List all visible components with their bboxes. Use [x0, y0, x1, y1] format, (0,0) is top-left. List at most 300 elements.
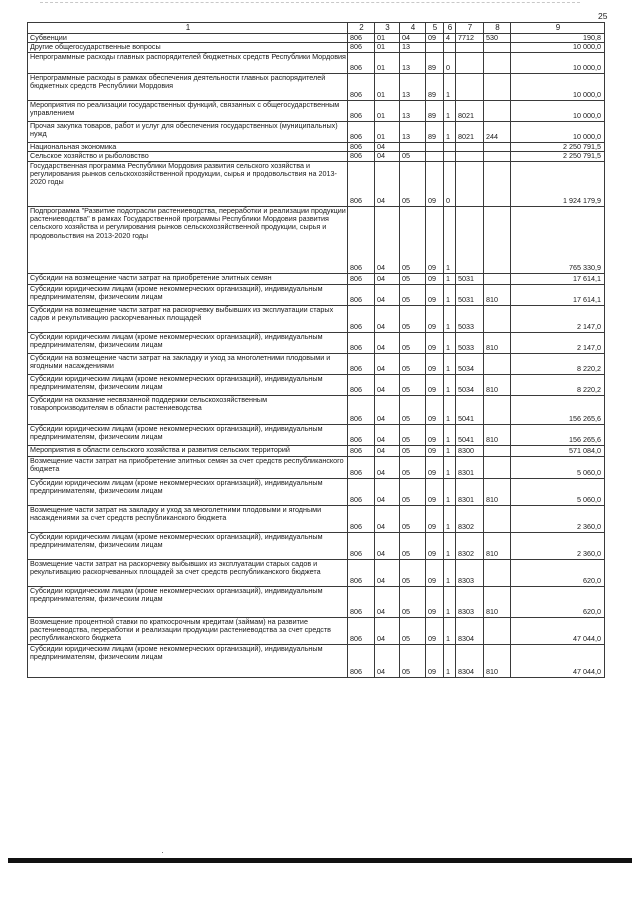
table-row [28, 34, 605, 43]
column-header: 6 [444, 23, 456, 34]
row-code-cell: 806 [348, 161, 375, 206]
row-code-cell [426, 43, 444, 52]
row-code-cell [426, 152, 444, 161]
row-code-cell: 05 [400, 445, 426, 456]
row-code-cell: 806 [348, 353, 375, 374]
row-code-cell: 5034 [456, 353, 484, 374]
row-code-cell [484, 559, 511, 586]
row-name-text: Субсидии юридическим лицам (кроме некоммерческих организаций), индивидуальным предпринимателям, физическим лицам [30, 332, 323, 350]
row-code-cell: 09 [426, 395, 444, 424]
row-code-cell: 04 [375, 161, 400, 206]
row-name-text: Субсидии юридическим лицам (кроме некоммерческих организаций), индивидуальным предпринимателям, физическим лицам [30, 424, 323, 442]
table-row [28, 43, 605, 52]
row-amount-cell: 156 265,6 [511, 424, 605, 445]
row-code-cell: 8304 [456, 617, 484, 644]
row-code-cell: 09 [426, 456, 444, 478]
row-code-cell: 09 [426, 161, 444, 206]
row-code-cell: 05 [400, 273, 426, 284]
row-code-cell: 05 [400, 284, 426, 305]
row-code-cell: 09 [426, 34, 444, 43]
row-code-cell: 4 [444, 34, 456, 43]
row-code-cell: 09 [426, 559, 444, 586]
row-code-cell [456, 52, 484, 73]
row-name-cell [28, 121, 348, 142]
row-amount-cell: 190,8 [511, 34, 605, 43]
row-code-cell [444, 152, 456, 161]
row-code-cell: 244 [484, 121, 511, 142]
row-code-cell: 806 [348, 284, 375, 305]
row-code-cell: 13 [400, 73, 426, 100]
table-row [28, 206, 605, 273]
row-amount-cell: 5 060,0 [511, 456, 605, 478]
row-name-cell [28, 332, 348, 353]
row-code-cell: 01 [375, 73, 400, 100]
row-code-cell: 1 [444, 100, 456, 121]
row-code-cell: 04 [375, 456, 400, 478]
row-code-cell: 0 [444, 52, 456, 73]
row-code-cell: 5033 [456, 305, 484, 332]
row-code-cell [484, 152, 511, 161]
row-code-cell: 09 [426, 445, 444, 456]
column-header: 5 [426, 23, 444, 34]
row-name-cell [28, 374, 348, 395]
table-row [28, 142, 605, 151]
row-code-cell: 806 [348, 644, 375, 677]
row-code-cell: 13 [400, 121, 426, 142]
row-amount-cell: 1 924 179,9 [511, 161, 605, 206]
row-code-cell: 8301 [456, 478, 484, 505]
row-code-cell: 806 [348, 52, 375, 73]
row-name-text: Государственная программа Республики Мордовия развития сельского хозяйства и регулирования рынков сельскохозяйственной продукции, сырья и продовольствия на 2013-2020 годы [30, 161, 337, 187]
row-code-cell: 810 [484, 532, 511, 559]
row-code-cell: 1 [444, 284, 456, 305]
row-code-cell: 1 [444, 395, 456, 424]
row-amount-cell: 571 084,0 [511, 445, 605, 456]
row-code-cell: 01 [375, 121, 400, 142]
row-code-cell: 09 [426, 586, 444, 617]
row-code-cell: 04 [375, 445, 400, 456]
row-code-cell: 89 [426, 52, 444, 73]
row-code-cell [456, 73, 484, 100]
table-row [28, 161, 605, 206]
row-code-cell: 04 [375, 152, 400, 161]
row-code-cell: 04 [375, 532, 400, 559]
row-code-cell: 806 [348, 332, 375, 353]
row-code-cell [484, 445, 511, 456]
row-code-cell [456, 43, 484, 52]
row-code-cell: 04 [400, 34, 426, 43]
row-code-cell: 09 [426, 424, 444, 445]
row-amount-cell: 47 044,0 [511, 617, 605, 644]
row-amount-cell: 10 000,0 [511, 52, 605, 73]
row-code-cell: 806 [348, 34, 375, 43]
table-row [28, 478, 605, 505]
row-name-cell [28, 478, 348, 505]
row-code-cell: 09 [426, 532, 444, 559]
table-row [28, 273, 605, 284]
row-code-cell [456, 161, 484, 206]
row-code-cell: 89 [426, 100, 444, 121]
row-name-cell [28, 43, 348, 52]
row-code-cell: 8302 [456, 532, 484, 559]
row-code-cell: 1 [444, 532, 456, 559]
row-code-cell: 04 [375, 395, 400, 424]
row-name-cell [28, 100, 348, 121]
row-name-cell [28, 559, 348, 586]
row-code-cell: 09 [426, 617, 444, 644]
row-code-cell: 5031 [456, 284, 484, 305]
row-name-cell [28, 586, 348, 617]
row-code-cell: 810 [484, 478, 511, 505]
row-code-cell [484, 617, 511, 644]
row-code-cell: 806 [348, 121, 375, 142]
row-code-cell: 806 [348, 505, 375, 532]
row-code-cell [444, 142, 456, 151]
column-header: 1 [28, 23, 348, 34]
row-code-cell: 1 [444, 456, 456, 478]
table-row [28, 395, 605, 424]
row-name-cell [28, 305, 348, 332]
row-code-cell: 806 [348, 424, 375, 445]
row-code-cell: 810 [484, 586, 511, 617]
row-code-cell: 05 [400, 644, 426, 677]
table-row [28, 445, 605, 456]
row-code-cell: 810 [484, 374, 511, 395]
table-row [28, 353, 605, 374]
row-code-cell: 04 [375, 332, 400, 353]
row-amount-cell: 2 147,0 [511, 305, 605, 332]
row-name-text: Непрограммные расходы главных распорядителей бюджетных средств Республики Мордовия [30, 52, 346, 61]
row-code-cell: 09 [426, 206, 444, 273]
row-code-cell: 13 [400, 100, 426, 121]
row-code-cell [484, 73, 511, 100]
row-code-cell: 1 [444, 206, 456, 273]
row-code-cell: 05 [400, 152, 426, 161]
table-row [28, 305, 605, 332]
row-code-cell: 8021 [456, 100, 484, 121]
row-amount-cell: 2 360,0 [511, 505, 605, 532]
table-row [28, 617, 605, 644]
row-code-cell: 09 [426, 644, 444, 677]
table-row [28, 52, 605, 73]
row-name-cell [28, 395, 348, 424]
row-code-cell: 01 [375, 52, 400, 73]
row-code-cell: 806 [348, 43, 375, 52]
row-name-text: Непрограммные расходы в рамках обеспечения деятельности главных распорядителей бюджетных средств Республики Мордовия [30, 73, 326, 91]
row-name-text: Возмещение части затрат на раскорчевку выбывших из эксплуатации старых садов и рекультивацию раскорчеванных площадей за счет средств республиканского бюджета [30, 559, 321, 577]
row-code-cell [426, 142, 444, 151]
row-code-cell [484, 273, 511, 284]
column-header: 3 [375, 23, 400, 34]
row-code-cell: 8303 [456, 559, 484, 586]
row-name-cell [28, 206, 348, 273]
row-code-cell [484, 206, 511, 273]
row-code-cell: 09 [426, 353, 444, 374]
row-code-cell: 806 [348, 273, 375, 284]
row-code-cell: 05 [400, 456, 426, 478]
row-amount-cell: 2 250 791,5 [511, 152, 605, 161]
table-row [28, 559, 605, 586]
row-amount-cell: 620,0 [511, 559, 605, 586]
row-name-text: Возмещение процентной ставки по краткосрочным кредитам (займам) на развитие растениеводства, переработки и реализации продукции растениеводства за счет средств республиканского бюджета [30, 617, 331, 643]
row-code-cell: 05 [400, 424, 426, 445]
row-name-text: Субсидии юридическим лицам (кроме некоммерческих организаций), индивидуальным предпринимателям, физическим лицам [30, 644, 323, 662]
row-name-text: Субсидии юридическим лицам (кроме некоммерческих организаций), индивидуальным предпринимателям, физическим лицам [30, 478, 323, 496]
row-code-cell: 09 [426, 284, 444, 305]
row-code-cell: 05 [400, 617, 426, 644]
row-code-cell: 05 [400, 395, 426, 424]
row-code-cell [484, 456, 511, 478]
row-code-cell: 1 [444, 505, 456, 532]
row-code-cell: 1 [444, 644, 456, 677]
row-amount-cell: 8 220,2 [511, 353, 605, 374]
row-code-cell: 8301 [456, 456, 484, 478]
row-code-cell: 04 [375, 273, 400, 284]
row-amount-cell: 10 000,0 [511, 121, 605, 142]
row-amount-cell: 765 330,9 [511, 206, 605, 273]
column-header: 9 [511, 23, 605, 34]
row-name-cell [28, 142, 348, 151]
table-row [28, 586, 605, 617]
table-row [28, 505, 605, 532]
row-code-cell: 1 [444, 305, 456, 332]
row-code-cell: 05 [400, 206, 426, 273]
row-code-cell: 8303 [456, 586, 484, 617]
table-row [28, 284, 605, 305]
row-name-text: Субсидии на возмещение части затрат на раскорчевку выбывших из эксплуатации старых садов и рекультивацию раскорчеванных площадей [30, 305, 334, 323]
row-code-cell: 1 [444, 374, 456, 395]
row-code-cell: 09 [426, 505, 444, 532]
row-name-text: Другие общегосударственные вопросы [30, 42, 161, 52]
column-header: 4 [400, 23, 426, 34]
row-name-text: Возмещение части затрат на приобретение элитных семян за счет средств республиканского бюджета [30, 456, 344, 474]
column-header: 8 [484, 23, 511, 34]
table-header-row [28, 23, 605, 34]
row-name-text: Субсидии юридическим лицам (кроме некоммерческих организаций), индивидуальным предпринимателям, физическим лицам [30, 284, 323, 302]
row-code-cell: 01 [375, 34, 400, 43]
row-code-cell: 04 [375, 206, 400, 273]
table-row [28, 532, 605, 559]
row-name-text: Мероприятия по реализации государственных функций, связанных с общегосударственным управлением [30, 100, 340, 118]
table-row [28, 456, 605, 478]
table-row [28, 100, 605, 121]
row-code-cell [456, 152, 484, 161]
row-code-cell: 806 [348, 532, 375, 559]
row-code-cell: 8300 [456, 445, 484, 456]
row-code-cell [400, 142, 426, 151]
row-code-cell: 5033 [456, 332, 484, 353]
row-code-cell: 05 [400, 305, 426, 332]
row-code-cell: 806 [348, 586, 375, 617]
row-code-cell: 810 [484, 332, 511, 353]
row-name-text: Субсидии юридическим лицам (кроме некоммерческих организаций), индивидуальным предпринимателям, физическим лицам [30, 374, 323, 392]
row-name-cell [28, 52, 348, 73]
row-amount-cell: 2 250 791,5 [511, 142, 605, 151]
row-name-cell [28, 445, 348, 456]
row-code-cell: 05 [400, 353, 426, 374]
row-code-cell: 1 [444, 332, 456, 353]
row-code-cell [484, 353, 511, 374]
row-code-cell: 05 [400, 559, 426, 586]
table-row [28, 152, 605, 161]
budget-table [27, 22, 605, 678]
row-code-cell: 01 [375, 100, 400, 121]
row-code-cell: 09 [426, 478, 444, 505]
row-code-cell: 09 [426, 273, 444, 284]
row-amount-cell: 47 044,0 [511, 644, 605, 677]
row-code-cell: 09 [426, 305, 444, 332]
row-code-cell: 09 [426, 332, 444, 353]
row-code-cell: 5041 [456, 395, 484, 424]
row-code-cell: 806 [348, 206, 375, 273]
page-number: 25 [598, 11, 608, 21]
row-code-cell [484, 100, 511, 121]
row-code-cell: 1 [444, 273, 456, 284]
row-amount-cell: 156 265,6 [511, 395, 605, 424]
row-code-cell: 806 [348, 374, 375, 395]
row-code-cell: 13 [400, 52, 426, 73]
row-code-cell [484, 142, 511, 151]
row-code-cell: 89 [426, 73, 444, 100]
row-code-cell: 04 [375, 644, 400, 677]
row-amount-cell: 10 000,0 [511, 43, 605, 52]
row-code-cell [484, 505, 511, 532]
row-code-cell: 04 [375, 305, 400, 332]
row-amount-cell: 17 614,1 [511, 284, 605, 305]
row-code-cell: 09 [426, 374, 444, 395]
row-code-cell: 04 [375, 374, 400, 395]
scan-speck [162, 852, 163, 853]
row-code-cell: 04 [375, 478, 400, 505]
row-name-text: Субсидии на возмещение части затрат на приобретение элитных семян [30, 273, 272, 282]
table-row [28, 121, 605, 142]
row-code-cell: 04 [375, 284, 400, 305]
row-name-text: Субсидии юридическим лицам (кроме некоммерческих организаций), индивидуальным предпринимателям, физическим лицам [30, 586, 323, 604]
row-code-cell: 810 [484, 644, 511, 677]
table-row [28, 644, 605, 677]
column-header: 2 [348, 23, 375, 34]
row-code-cell: 1 [444, 617, 456, 644]
row-code-cell: 05 [400, 332, 426, 353]
row-code-cell: 1 [444, 424, 456, 445]
row-code-cell: 806 [348, 478, 375, 505]
row-code-cell: 5034 [456, 374, 484, 395]
row-code-cell: 05 [400, 586, 426, 617]
row-code-cell: 1 [444, 353, 456, 374]
row-name-cell [28, 424, 348, 445]
table-body [28, 34, 605, 678]
row-code-cell: 1 [444, 478, 456, 505]
row-code-cell: 806 [348, 142, 375, 151]
table-row [28, 332, 605, 353]
row-code-cell: 806 [348, 305, 375, 332]
row-name-text: Возмещение части затрат на закладку и уход за многолетними плодовыми и ягодными насаждениями за счет средств республиканского бюджета [30, 505, 322, 523]
row-code-cell: 806 [348, 100, 375, 121]
row-code-cell: 04 [375, 424, 400, 445]
row-name-cell [28, 73, 348, 100]
table-row [28, 73, 605, 100]
row-code-cell: 05 [400, 532, 426, 559]
row-name-text: Подпрограмма "Развитие подотрасли растениеводства, переработки и реализации продукции растениеводства" в рамках Государственной программы Республики Мордовия развития сельского хозяйства и регулирования рынков сельскохозяйственной продукции, сырья и продовольствия на 2013-2020 годы [30, 206, 346, 240]
row-code-cell: 04 [375, 559, 400, 586]
row-amount-cell: 620,0 [511, 586, 605, 617]
row-name-text: Субвенции [30, 33, 67, 42]
row-name-cell [28, 273, 348, 284]
row-code-cell: 05 [400, 478, 426, 505]
row-code-cell [484, 52, 511, 73]
row-code-cell: 806 [348, 456, 375, 478]
table-row [28, 424, 605, 445]
row-amount-cell: 2 360,0 [511, 532, 605, 559]
row-code-cell: 1 [444, 121, 456, 142]
row-code-cell: 810 [484, 284, 511, 305]
row-code-cell [456, 206, 484, 273]
column-header: 7 [456, 23, 484, 34]
row-name-cell [28, 161, 348, 206]
row-code-cell [484, 395, 511, 424]
scan-bottom-edge [8, 858, 632, 863]
row-code-cell: 810 [484, 424, 511, 445]
row-code-cell: 8302 [456, 505, 484, 532]
row-name-text: Субсидии юридическим лицам (кроме некоммерческих организаций), индивидуальным предпринимателям, физическим лицам [30, 532, 323, 550]
row-code-cell: 1 [444, 586, 456, 617]
row-name-text: Сельское хозяйство и рыболовство [30, 151, 149, 161]
row-code-cell: 04 [375, 353, 400, 374]
row-code-cell: 806 [348, 445, 375, 456]
table-row [28, 374, 605, 395]
row-code-cell: 04 [375, 142, 400, 151]
row-code-cell: 806 [348, 152, 375, 161]
row-amount-cell: 5 060,0 [511, 478, 605, 505]
row-code-cell [484, 161, 511, 206]
row-code-cell: 806 [348, 395, 375, 424]
row-name-cell [28, 353, 348, 374]
row-name-text: Национальная экономика [30, 142, 117, 151]
row-name-cell [28, 284, 348, 305]
row-name-cell [28, 505, 348, 532]
row-code-cell [456, 142, 484, 151]
row-code-cell: 806 [348, 617, 375, 644]
row-code-cell: 05 [400, 374, 426, 395]
row-amount-cell: 8 220,2 [511, 374, 605, 395]
row-code-cell [484, 305, 511, 332]
row-name-text: Мероприятия в области сельского хозяйства и развития сельских территорий [30, 445, 290, 454]
row-name-cell [28, 532, 348, 559]
scan-top-edge [40, 2, 580, 3]
row-code-cell: 05 [400, 161, 426, 206]
row-name-cell [28, 152, 348, 161]
row-code-cell: 8304 [456, 644, 484, 677]
row-name-text: Субсидии на возмещение части затрат на закладку и уход за многолетними плодовыми и ягодными насаждениями [30, 353, 331, 371]
row-amount-cell: 17 614,1 [511, 273, 605, 284]
row-code-cell: 1 [444, 559, 456, 586]
row-code-cell: 05 [400, 505, 426, 532]
row-code-cell: 13 [400, 43, 426, 52]
row-code-cell: 5041 [456, 424, 484, 445]
row-name-cell [28, 644, 348, 677]
row-name-text: Прочая закупка товаров, работ и услуг для обеспечения государственных (муниципальных) нужд [30, 121, 338, 139]
row-code-cell [444, 43, 456, 52]
row-name-cell [28, 456, 348, 478]
row-amount-cell: 2 147,0 [511, 332, 605, 353]
row-code-cell: 1 [444, 73, 456, 100]
row-code-cell: 1 [444, 445, 456, 456]
row-name-text: Субсидии на оказание несвязанной поддержки сельскохозяйственным товаропроизводителям в области растениеводства [30, 395, 268, 413]
row-code-cell: 01 [375, 43, 400, 52]
row-code-cell: 04 [375, 586, 400, 617]
row-code-cell: 806 [348, 559, 375, 586]
row-name-cell [28, 617, 348, 644]
